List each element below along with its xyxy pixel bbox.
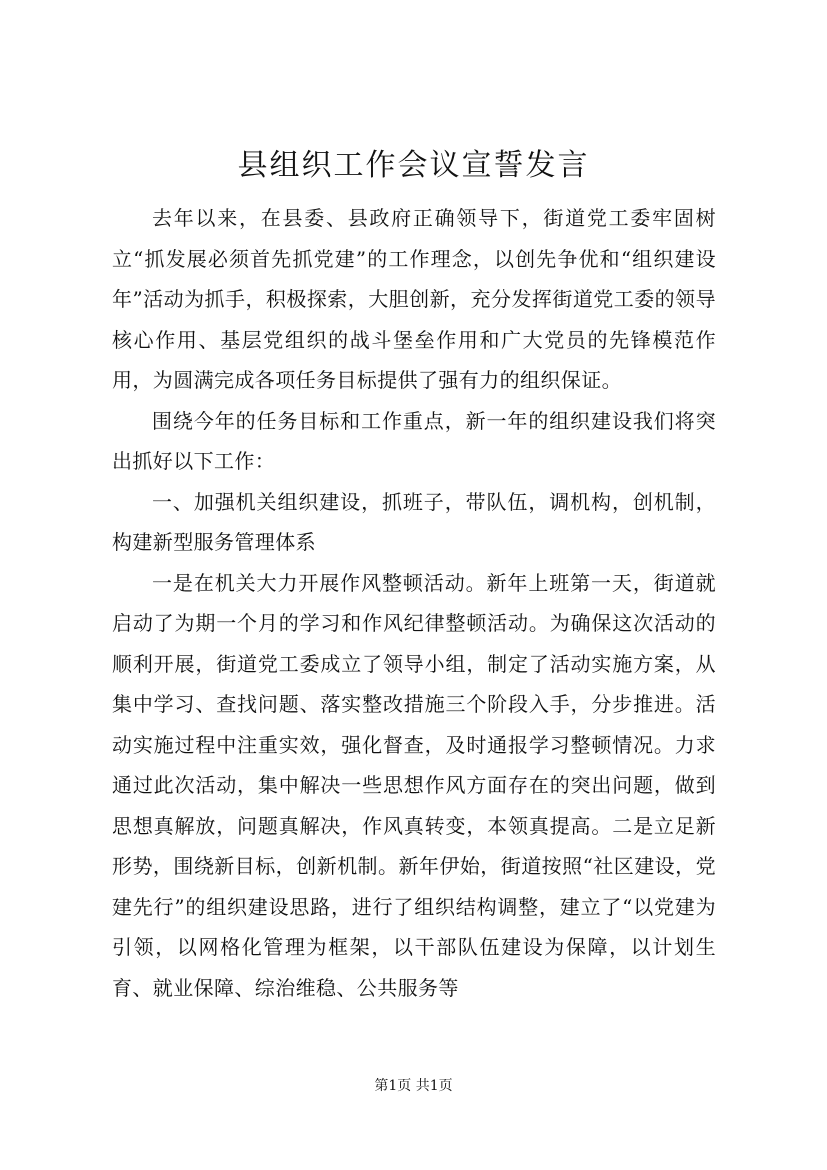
document-title: 县组织工作会议宣誓发言 [237,148,590,183]
page-footer: 第1页 共1页 [374,1078,453,1094]
section-heading-one: 一、加强机关组织建设，抓班子，带队伍，调机构，创机制，构建新型服务管理体系 [112,489,716,554]
paragraph-intro: 去年以来，在县委、县政府正确领导下，街道党工委牢固树立“抓发展必须首先抓党建”的工作理念，以创先争优和“组织建设年”活动为抓手，积极探索，大胆创新，充分发挥街道党工委的领导核心作用、基层党组织的战斗堡垒作用和广大党员的先锋模范作用，为圆满完成各项任务目标提供了强有力的组织保证。 [112,206,716,392]
paragraph-goals: 围绕今年的任务目标和工作重点，新一年的组织建设我们将突出抓好以下工作： [112,408,716,473]
paragraph-section-one-body: 一是在机关大力开展作风整顿活动。新年上班第一天，街道就启动了为期一个月的学习和作风纪律整顿活动。为确保这次活动的顺利开展，街道党工委成立了领导小组，制定了活动实施方案，从集中学习、查找问题、落实整改措施三个阶段入手，分步推进。活动实施过程中注重实效，强化督查，及时通报学习整顿情况。力求通过此次活动，集中解决一些思想作风方面存在的突出问题，做到思想真解放，问题真解决，作风真转变，本领真提高。二是立足新形势，围绕新目标，创新机制。新年伊始，街道按照“社区建设，党建先行”的组织建设思路，进行了组织结构调整，建立了“以党建为引领，以网格化管理为框架，以干部队伍建设为保障，以计划生育、就业保障、综治维稳、公共服务等 [112,570,716,1000]
document-body [112,198,716,1008]
